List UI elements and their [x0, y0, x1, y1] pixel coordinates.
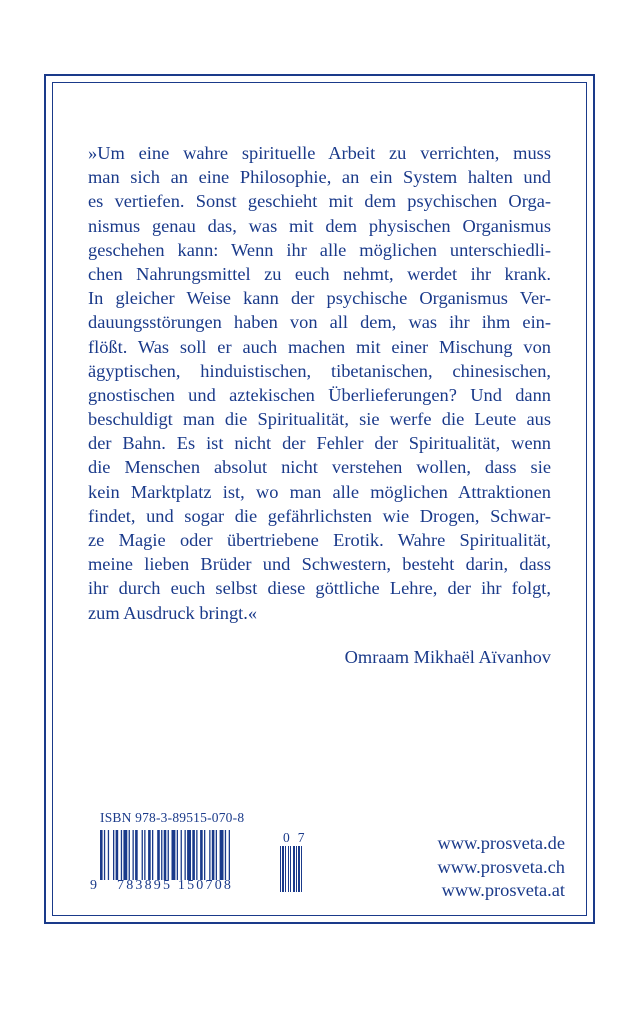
quote-line: man sich an eine Philosophie, an ein System halten und [88, 167, 551, 188]
website-link-ch[interactable]: www.prosveta.ch [437, 856, 565, 877]
barcode-addon-icon [280, 846, 308, 892]
barcode-icon [100, 830, 270, 880]
quote-line: zum Ausdruck bringt.« [88, 602, 258, 623]
quote-line: flößt. Was soll er auch machen mit einer Mischung von [88, 336, 551, 357]
quote-line: beschuldigt man die Spiritualität, sie werfe die Leute aus [88, 409, 551, 430]
quote-line: die Menschen absolut nicht verstehen wollen, dass sie [88, 457, 551, 478]
quote-line: geschehen kann: Wenn ihr alle möglichen unterschiedli- [88, 239, 551, 260]
quote-line: der Bahn. Es ist nicht der Fehler der Spiritualität, wenn [88, 433, 551, 454]
quote-line: gnostischen und aztekischen Überlieferungen? Und dann [88, 384, 551, 405]
website-link-de[interactable]: www.prosveta.de [437, 833, 565, 853]
quote-line: meine lieben Brüder und Schwestern, besteht darin, dass [88, 554, 551, 575]
website-link-at[interactable]: www.prosveta.at [441, 880, 565, 900]
quote-line: »Um eine wahre spirituelle Arbeit zu verrichten, muss [88, 143, 551, 163]
quote-line: nismus genau das, was mit dem physischen Organismus [88, 215, 551, 236]
quote-line: chen Nahrungsmittel zu euch nehmt, werdet ihr krank. [88, 263, 551, 284]
quote-line: kein Marktplatz ist, wo man alle möglichen Attraktionen [88, 481, 551, 502]
quote-line: In gleicher Weise kann der psychische Organismus Ver- [88, 288, 551, 309]
quote-text [88, 141, 551, 625]
barcode-digits-rest: 783895 150708 [117, 878, 234, 893]
barcode-digit-first: 9 [90, 878, 97, 893]
quote-line: ihr durch euch selbst diese göttliche Lehre, der ihr folgt, [88, 578, 551, 599]
quote-line: dauungsstörungen haben von all dem, was ihr ihm ein- [88, 312, 551, 333]
barcode-addon-label: 07 [283, 830, 313, 845]
quote-line: ägyptischen, hinduistischen, tibetanischen, chinesischen, [88, 360, 551, 381]
quote-line: ze Magie oder übertriebene Erotik. Wahre Spiritualität, [88, 530, 551, 550]
quote-author: Omraam Mikhaël Aïvanhov [344, 647, 551, 667]
isbn-label: ISBN 978-3-89515-070-8 [100, 810, 245, 825]
quote-line: findet, und sogar die gefährlichsten wie Drogen, Schwar- [88, 505, 551, 526]
website-list [437, 832, 565, 903]
quote-line: es vertiefen. Sonst geschieht mit dem psychischen Orga- [88, 191, 551, 212]
